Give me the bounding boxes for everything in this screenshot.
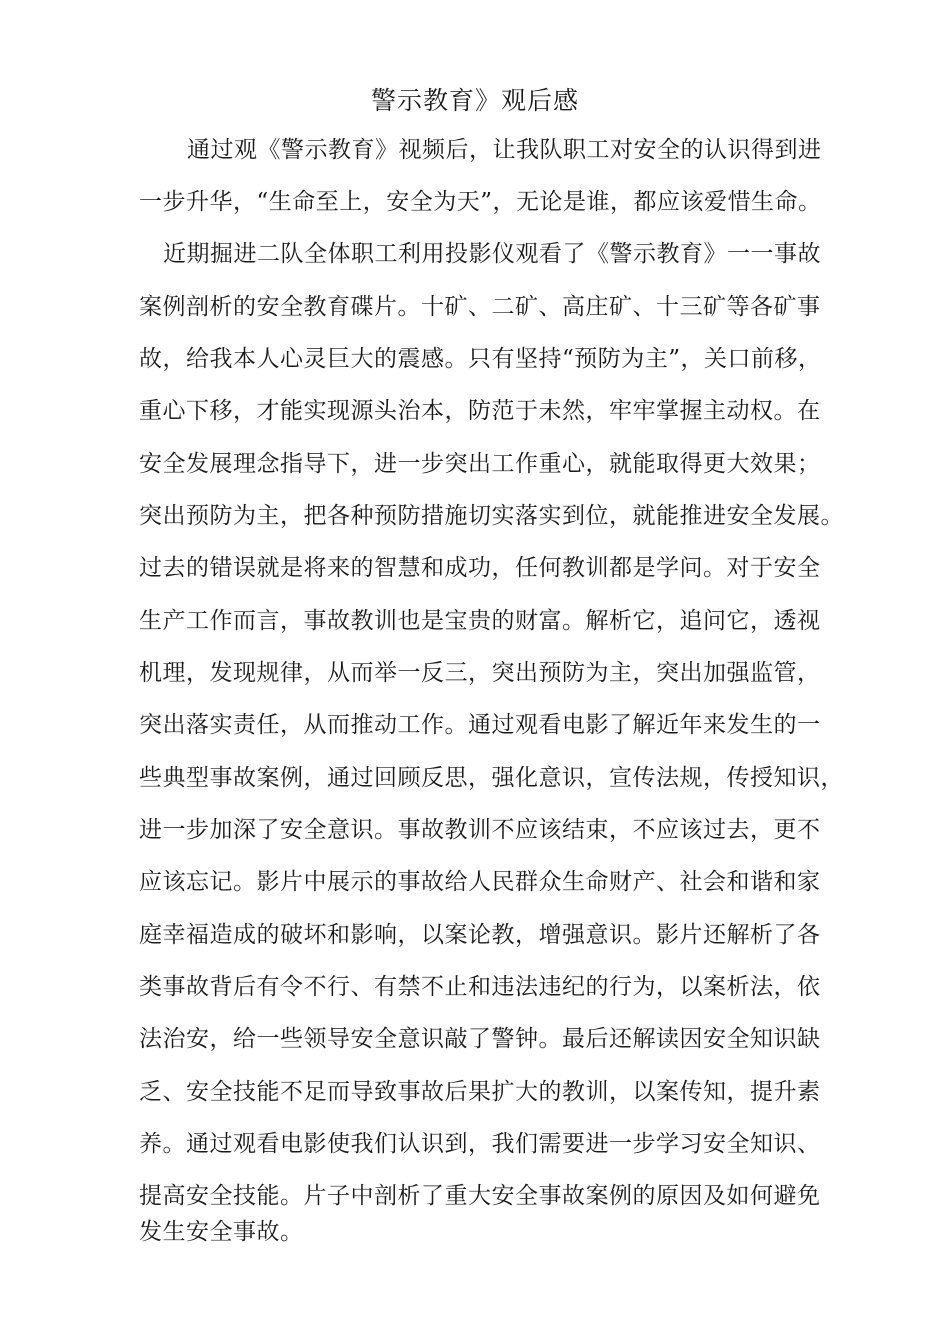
paragraph-line: 类事故背后有令不行、有禁不止和违法违纪的行为，以案析法，依 bbox=[139, 974, 821, 1000]
paragraph-line: 法治安，给一些领导安全意识敲了警钟。最后还解读因安全知识缺 bbox=[139, 1026, 821, 1052]
paragraph-line: 突出预防为主，把各种预防措施切实落实到位，就能推进安全发展。 bbox=[139, 503, 844, 529]
paragraph-line: 突出落实责任，从而推动工作。通过观看电影了解近年来发生的一 bbox=[139, 712, 821, 738]
paragraph-line: 庭幸福造成的破坏和影响，以案论教，增强意识。影片还解析了各 bbox=[139, 922, 821, 948]
paragraph-line: 机理，发现规律，从而举一反三，突出预防为主，突出加强监管， bbox=[139, 660, 821, 686]
paragraph-line: 些典型事故案例，通过回顾反思，强化意识，宣传法规，传授知识， bbox=[139, 765, 844, 791]
document-title: 警示教育》观后感 bbox=[370, 86, 579, 115]
paragraph-line: 过去的错误就是将来的智慧和成功，任何教训都是学问。对于安全 bbox=[139, 555, 821, 581]
paragraph-line: 近期掘进二队全体职工利用投影仪观看了《警示教育》一一事故 bbox=[163, 241, 821, 267]
paragraph-line: 案例剖析的安全教育碟片。十矿、二矿、高庄矿、十三矿等各矿事 bbox=[139, 294, 821, 320]
paragraph-line: 应该忘记。影片中展示的事故给人民群众生命财产、社会和谐和家 bbox=[139, 869, 821, 895]
paragraph-line: 生产工作而言，事故教训也是宝贵的财富。解析它，追问它，透视 bbox=[139, 608, 821, 634]
paragraph-line: 重心下移，才能实现源头治本，防范于未然，牢牢掌握主动权。在 bbox=[139, 398, 821, 424]
paragraph-line: 故，给我本人心灵巨大的震感。只有坚持“预防为主”，关口前移， bbox=[139, 346, 822, 372]
paragraph-line: 提高安全技能。片子中剖析了重大安全事故案例的原因及如何避免 bbox=[139, 1183, 821, 1209]
paragraph-line: 养。通过观看电影使我们认识到，我们需要进一步学习安全知识、 bbox=[139, 1131, 821, 1157]
paragraph-line: 一步升华，“生命至上，安全为天”，无论是谁，都应该爱惜生命。 bbox=[139, 189, 822, 215]
paragraph-line: 乏、安全技能不足而导致事故后果扩大的教训，以案传知，提升素 bbox=[139, 1079, 821, 1105]
paragraph-line: 通过观《警示教育》视频后，让我队职工对安全的认识得到进 bbox=[187, 137, 822, 163]
paragraph-line: 进一步加深了安全意识。事故教训不应该结束，不应该过去，更不 bbox=[139, 817, 821, 843]
paragraph-line: 安全发展理念指导下，进一步突出工作重心，就能取得更大效果； bbox=[139, 451, 821, 477]
paragraph-line: 发生安全事故。 bbox=[139, 1219, 304, 1245]
